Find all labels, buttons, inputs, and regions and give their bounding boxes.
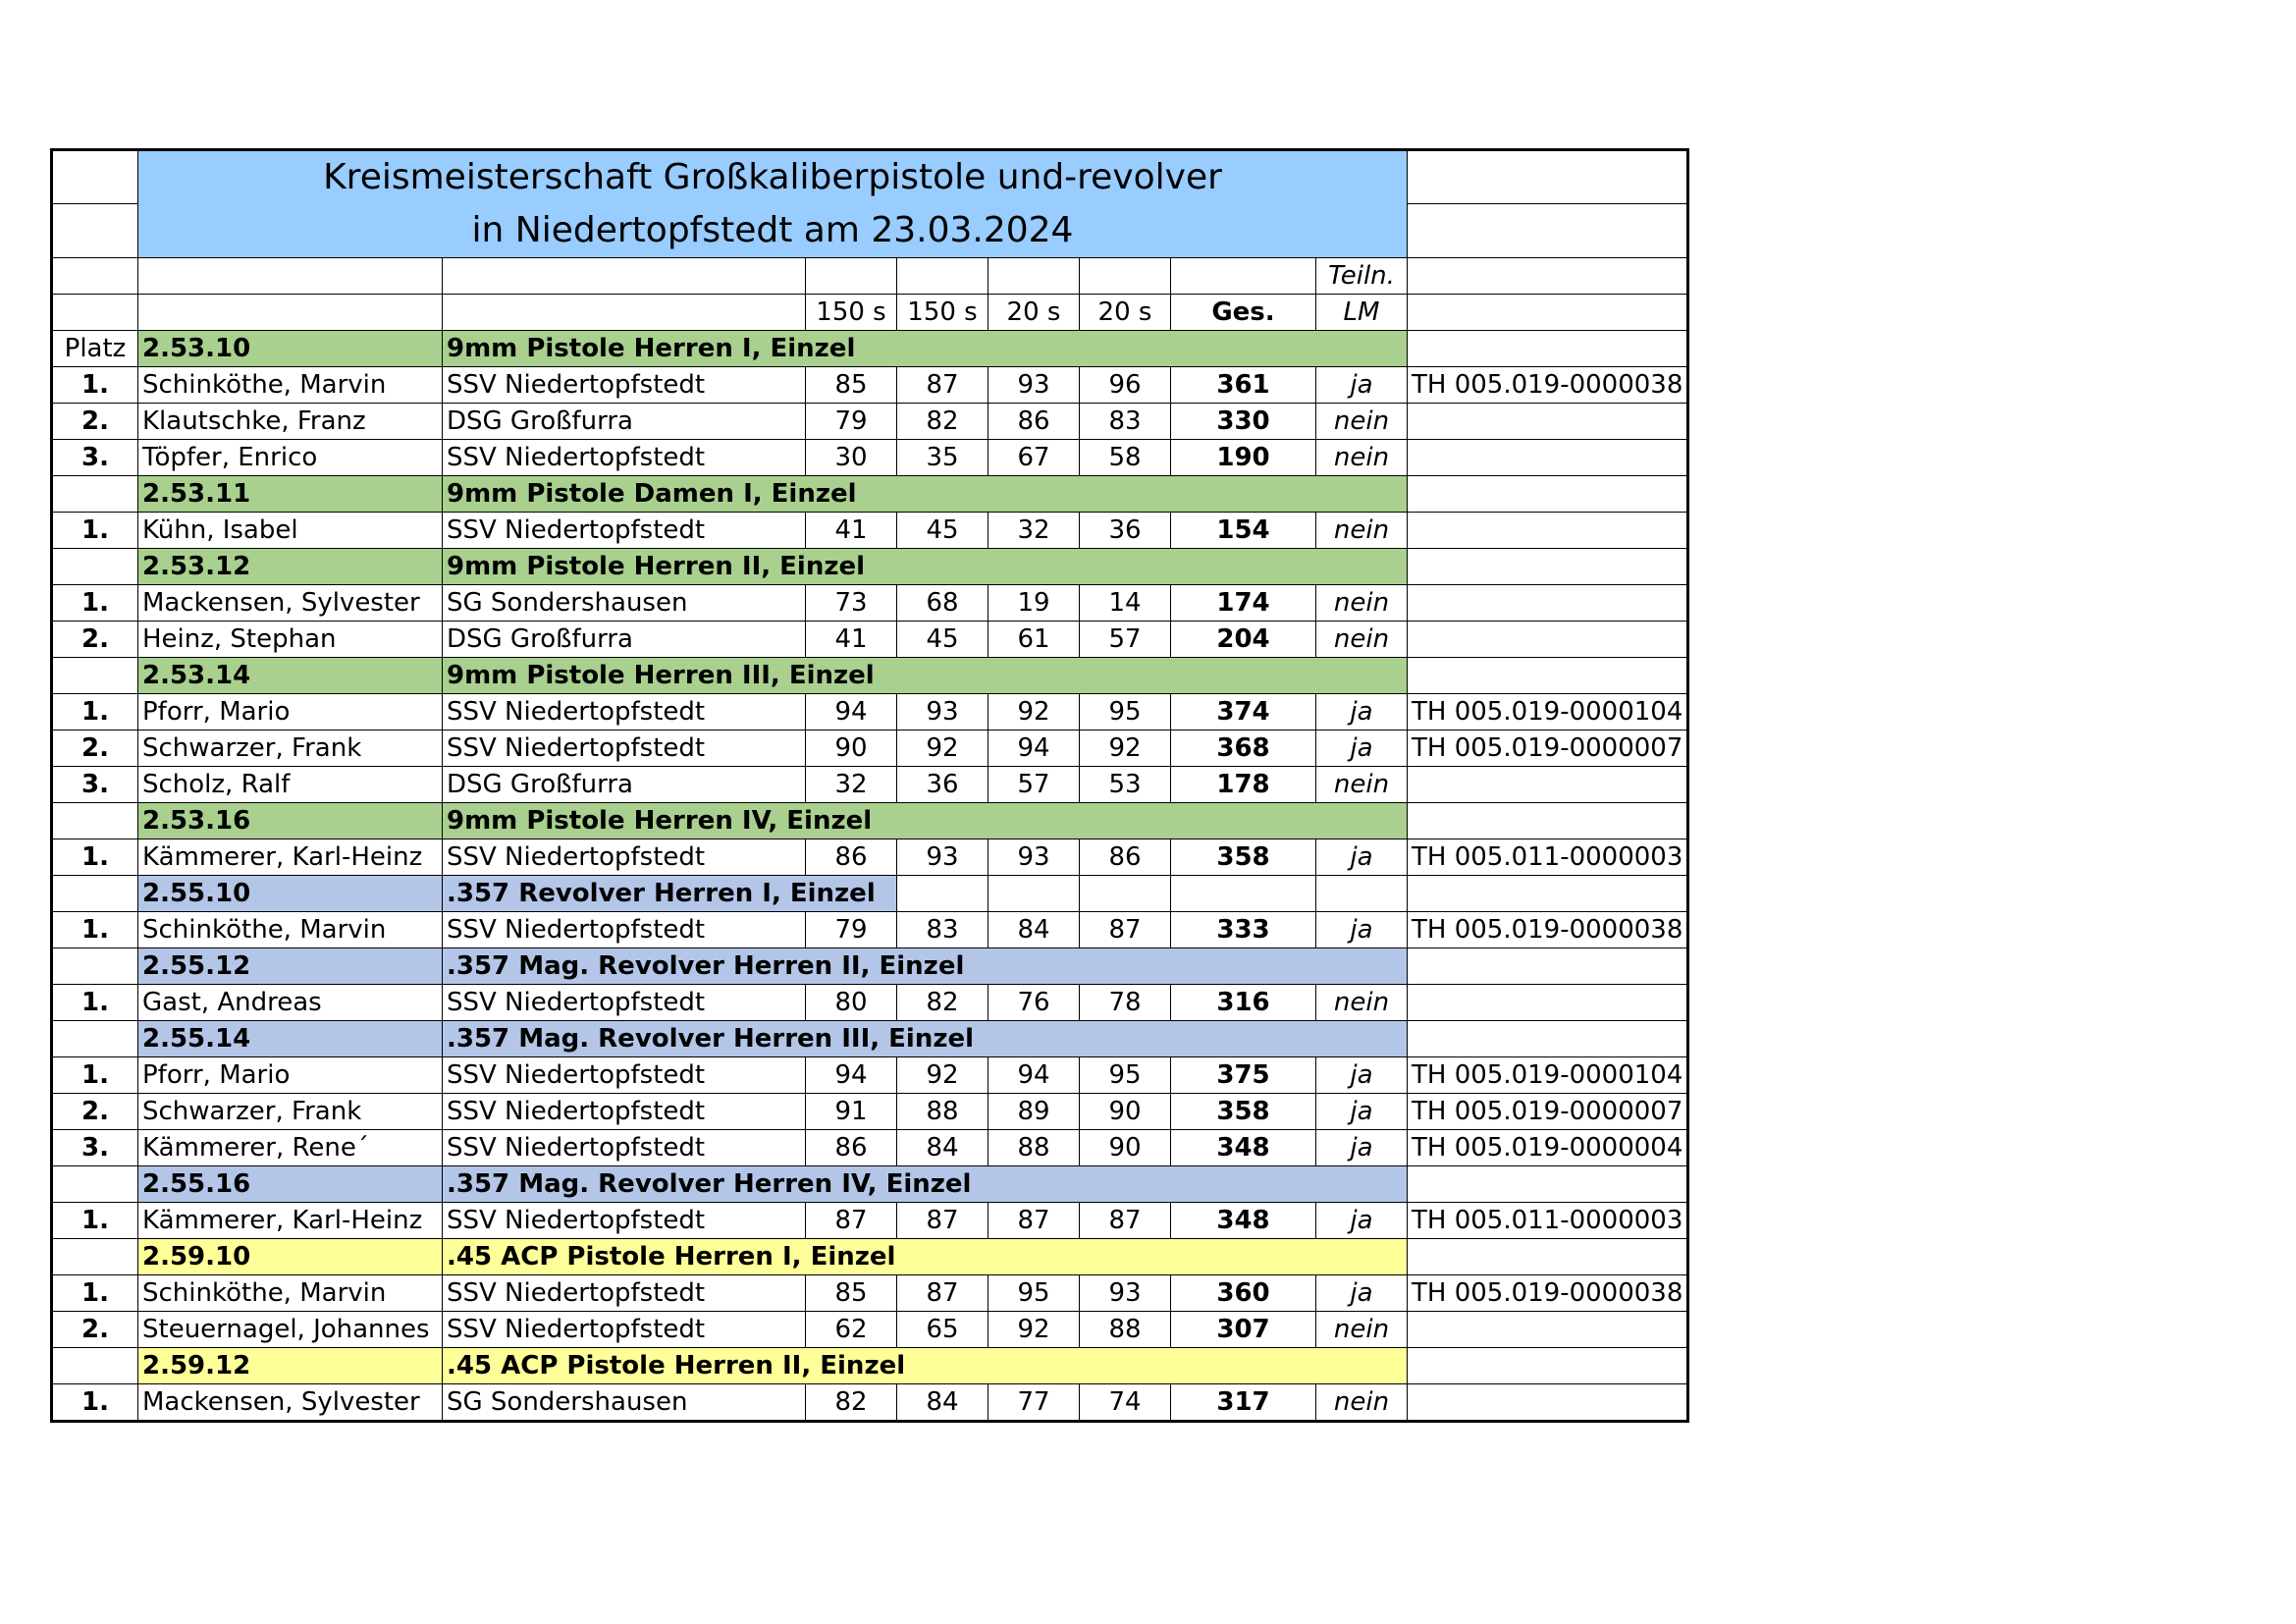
header-lm: LM bbox=[1316, 295, 1408, 331]
series-4-score: 87 bbox=[1080, 912, 1171, 948]
blank-cell bbox=[988, 876, 1080, 912]
place-cell: 1. bbox=[52, 985, 138, 1021]
series-2-score: 45 bbox=[897, 513, 988, 549]
table-row bbox=[52, 622, 1688, 658]
shooter-name: Kämmerer, Karl-Heinz bbox=[138, 839, 443, 876]
lm-participation: ja bbox=[1316, 1203, 1408, 1239]
series-3-score: 89 bbox=[988, 1094, 1080, 1130]
total-score: 348 bbox=[1171, 1203, 1316, 1239]
platz-label bbox=[52, 658, 138, 694]
blank-cell bbox=[1408, 803, 1688, 839]
shooter-name: Kämmerer, Karl-Heinz bbox=[138, 1203, 443, 1239]
series-3-score: 87 bbox=[988, 1203, 1080, 1239]
club-name: SSV Niedertopfstedt bbox=[443, 513, 806, 549]
club-name: SSV Niedertopfstedt bbox=[443, 1275, 806, 1312]
shooter-name: Scholz, Ralf bbox=[138, 767, 443, 803]
total-score: 307 bbox=[1171, 1312, 1316, 1348]
series-1-score: 85 bbox=[806, 367, 897, 404]
series-2-score: 82 bbox=[897, 404, 988, 440]
platz-label bbox=[52, 1166, 138, 1203]
results-table-body bbox=[52, 150, 1688, 1422]
lm-participation: nein bbox=[1316, 440, 1408, 476]
blank-cell bbox=[1408, 948, 1688, 985]
shooter-name: Pforr, Mario bbox=[138, 694, 443, 731]
series-1-score: 30 bbox=[806, 440, 897, 476]
lm-participation: nein bbox=[1316, 622, 1408, 658]
section-header-row bbox=[52, 803, 1688, 839]
series-3-score: 86 bbox=[988, 404, 1080, 440]
series-1-score: 62 bbox=[806, 1312, 897, 1348]
series-1-score: 41 bbox=[806, 513, 897, 549]
platz-label bbox=[52, 876, 138, 912]
club-name: SSV Niedertopfstedt bbox=[443, 694, 806, 731]
section-title: 9mm Pistole Damen I, Einzel bbox=[443, 476, 1408, 513]
series-2-score: 92 bbox=[897, 731, 988, 767]
table-row bbox=[52, 1094, 1688, 1130]
shooter-name: Mackensen, Sylvester bbox=[138, 1384, 443, 1422]
title-blank-cell bbox=[1408, 204, 1688, 258]
shooter-name: Steuernagel, Johannes bbox=[138, 1312, 443, 1348]
series-3-score: 88 bbox=[988, 1130, 1080, 1166]
series-4-score: 92 bbox=[1080, 731, 1171, 767]
blank-cell bbox=[1408, 1239, 1688, 1275]
series-2-score: 88 bbox=[897, 1094, 988, 1130]
license-id bbox=[1408, 404, 1688, 440]
total-score: 348 bbox=[1171, 1130, 1316, 1166]
total-score: 360 bbox=[1171, 1275, 1316, 1312]
series-3-score: 61 bbox=[988, 622, 1080, 658]
title-line-2: in Niedertopfstedt am 23.03.2024 bbox=[138, 204, 1408, 258]
club-name: DSG Großfurra bbox=[443, 404, 806, 440]
series-3-score: 67 bbox=[988, 440, 1080, 476]
total-score: 361 bbox=[1171, 367, 1316, 404]
series-1-score: 79 bbox=[806, 404, 897, 440]
table-row bbox=[52, 1384, 1688, 1422]
platz-label: Platz bbox=[52, 331, 138, 367]
club-name: DSG Großfurra bbox=[443, 622, 806, 658]
club-name: DSG Großfurra bbox=[443, 767, 806, 803]
shooter-name: Pforr, Mario bbox=[138, 1057, 443, 1094]
total-score: 358 bbox=[1171, 839, 1316, 876]
series-1-score: 80 bbox=[806, 985, 897, 1021]
section-header-row bbox=[52, 1166, 1688, 1203]
lm-participation: nein bbox=[1316, 404, 1408, 440]
shooter-name: Schwarzer, Frank bbox=[138, 1094, 443, 1130]
series-4-score: 57 bbox=[1080, 622, 1171, 658]
series-3-score: 92 bbox=[988, 694, 1080, 731]
section-title: .45 ACP Pistole Herren II, Einzel bbox=[443, 1348, 1408, 1384]
place-cell: 1. bbox=[52, 1057, 138, 1094]
table-row bbox=[52, 367, 1688, 404]
series-4-score: 93 bbox=[1080, 1275, 1171, 1312]
lm-participation: ja bbox=[1316, 1057, 1408, 1094]
series-2-score: 68 bbox=[897, 585, 988, 622]
series-4-score: 90 bbox=[1080, 1130, 1171, 1166]
series-4-score: 88 bbox=[1080, 1312, 1171, 1348]
table-row bbox=[52, 731, 1688, 767]
series-4-score: 14 bbox=[1080, 585, 1171, 622]
table-row bbox=[52, 985, 1688, 1021]
blank-cell bbox=[1408, 1021, 1688, 1057]
section-code: 2.55.12 bbox=[138, 948, 443, 985]
place-cell: 3. bbox=[52, 440, 138, 476]
series-4-score: 96 bbox=[1080, 367, 1171, 404]
header-teiln: Teiln. bbox=[1316, 258, 1408, 295]
series-1-score: 94 bbox=[806, 1057, 897, 1094]
table-row bbox=[52, 1275, 1688, 1312]
platz-label bbox=[52, 549, 138, 585]
total-score: 178 bbox=[1171, 767, 1316, 803]
section-title: .357 Revolver Herren I, Einzel bbox=[443, 876, 897, 912]
lm-participation: ja bbox=[1316, 839, 1408, 876]
club-name: SSV Niedertopfstedt bbox=[443, 1094, 806, 1130]
place-cell: 3. bbox=[52, 767, 138, 803]
section-code: 2.55.10 bbox=[138, 876, 443, 912]
series-3-score: 32 bbox=[988, 513, 1080, 549]
club-name: SSV Niedertopfstedt bbox=[443, 440, 806, 476]
club-name: SG Sondershausen bbox=[443, 585, 806, 622]
table-row bbox=[52, 839, 1688, 876]
series-3-score: 92 bbox=[988, 1312, 1080, 1348]
section-header-row bbox=[52, 549, 1688, 585]
series-2-score: 93 bbox=[897, 694, 988, 731]
series-4-score: 58 bbox=[1080, 440, 1171, 476]
section-header-row bbox=[52, 331, 1688, 367]
section-code: 2.53.11 bbox=[138, 476, 443, 513]
club-name: SSV Niedertopfstedt bbox=[443, 912, 806, 948]
place-cell: 2. bbox=[52, 404, 138, 440]
blank-cell bbox=[1408, 1166, 1688, 1203]
table-row bbox=[52, 1203, 1688, 1239]
table-row bbox=[52, 912, 1688, 948]
shooter-name: Töpfer, Enrico bbox=[138, 440, 443, 476]
shooter-name: Schinköthe, Marvin bbox=[138, 367, 443, 404]
series-2-score: 87 bbox=[897, 367, 988, 404]
series-1-score: 94 bbox=[806, 694, 897, 731]
title-row-1 bbox=[52, 150, 1688, 204]
total-score: 374 bbox=[1171, 694, 1316, 731]
place-cell: 1. bbox=[52, 912, 138, 948]
series-3-score: 57 bbox=[988, 767, 1080, 803]
section-code: 2.55.14 bbox=[138, 1021, 443, 1057]
club-name: SG Sondershausen bbox=[443, 1384, 806, 1422]
license-id: TH 005.019-0000038 bbox=[1408, 912, 1688, 948]
total-score: 317 bbox=[1171, 1384, 1316, 1422]
lm-participation: nein bbox=[1316, 1312, 1408, 1348]
header-series-1: 150 s bbox=[806, 295, 897, 331]
section-header-row bbox=[52, 476, 1688, 513]
series-1-score: 32 bbox=[806, 767, 897, 803]
platz-label bbox=[52, 1348, 138, 1384]
table-row bbox=[52, 767, 1688, 803]
section-code: 2.53.14 bbox=[138, 658, 443, 694]
series-2-score: 84 bbox=[897, 1384, 988, 1422]
series-4-score: 78 bbox=[1080, 985, 1171, 1021]
blank-cell bbox=[1408, 658, 1688, 694]
club-name: SSV Niedertopfstedt bbox=[443, 1312, 806, 1348]
place-cell: 1. bbox=[52, 1275, 138, 1312]
place-cell: 2. bbox=[52, 622, 138, 658]
section-title: 9mm Pistole Herren II, Einzel bbox=[443, 549, 1408, 585]
series-4-score: 74 bbox=[1080, 1384, 1171, 1422]
license-id bbox=[1408, 440, 1688, 476]
shooter-name: Kämmerer, Rene´ bbox=[138, 1130, 443, 1166]
header-series-4: 20 s bbox=[1080, 295, 1171, 331]
title-blank-cell bbox=[1408, 150, 1688, 204]
club-name: SSV Niedertopfstedt bbox=[443, 985, 806, 1021]
license-id bbox=[1408, 767, 1688, 803]
club-name: SSV Niedertopfstedt bbox=[443, 1057, 806, 1094]
license-id bbox=[1408, 585, 1688, 622]
series-4-score: 95 bbox=[1080, 694, 1171, 731]
place-cell: 1. bbox=[52, 839, 138, 876]
header-series-3: 20 s bbox=[988, 295, 1080, 331]
title-row-2 bbox=[52, 204, 1688, 258]
table-row bbox=[52, 694, 1688, 731]
series-2-score: 36 bbox=[897, 767, 988, 803]
blank-cell bbox=[1408, 1348, 1688, 1384]
section-title: 9mm Pistole Herren IV, Einzel bbox=[443, 803, 1408, 839]
lm-participation: ja bbox=[1316, 367, 1408, 404]
section-title: .357 Mag. Revolver Herren III, Einzel bbox=[443, 1021, 1408, 1057]
table-row bbox=[52, 1130, 1688, 1166]
series-3-score: 93 bbox=[988, 839, 1080, 876]
blank-cell bbox=[1408, 876, 1688, 912]
section-header-row bbox=[52, 1239, 1688, 1275]
place-cell: 1. bbox=[52, 694, 138, 731]
series-3-score: 94 bbox=[988, 1057, 1080, 1094]
header-total: Ges. bbox=[1171, 295, 1316, 331]
series-1-score: 87 bbox=[806, 1203, 897, 1239]
series-2-score: 93 bbox=[897, 839, 988, 876]
lm-participation: nein bbox=[1316, 1384, 1408, 1422]
header-series-2: 150 s bbox=[897, 295, 988, 331]
section-title: .357 Mag. Revolver Herren II, Einzel bbox=[443, 948, 1408, 985]
total-score: 174 bbox=[1171, 585, 1316, 622]
club-name: SSV Niedertopfstedt bbox=[443, 1203, 806, 1239]
series-3-score: 84 bbox=[988, 912, 1080, 948]
table-row bbox=[52, 585, 1688, 622]
series-4-score: 53 bbox=[1080, 767, 1171, 803]
lm-participation: nein bbox=[1316, 513, 1408, 549]
total-score: 190 bbox=[1171, 440, 1316, 476]
header-row-2 bbox=[52, 295, 1688, 331]
section-title: 9mm Pistole Herren I, Einzel bbox=[443, 331, 1408, 367]
series-3-score: 94 bbox=[988, 731, 1080, 767]
section-title: 9mm Pistole Herren III, Einzel bbox=[443, 658, 1408, 694]
series-3-score: 19 bbox=[988, 585, 1080, 622]
shooter-name: Schinköthe, Marvin bbox=[138, 1275, 443, 1312]
series-2-score: 35 bbox=[897, 440, 988, 476]
place-cell: 3. bbox=[52, 1130, 138, 1166]
place-cell: 2. bbox=[52, 1312, 138, 1348]
series-4-score: 87 bbox=[1080, 1203, 1171, 1239]
license-id: TH 005.011-0000003 bbox=[1408, 839, 1688, 876]
lm-participation: ja bbox=[1316, 731, 1408, 767]
place-cell: 2. bbox=[52, 1094, 138, 1130]
blank-cell bbox=[1408, 476, 1688, 513]
shooter-name: Schinköthe, Marvin bbox=[138, 912, 443, 948]
series-2-score: 82 bbox=[897, 985, 988, 1021]
section-header-row bbox=[52, 1021, 1688, 1057]
table-row bbox=[52, 404, 1688, 440]
shooter-name: Mackensen, Sylvester bbox=[138, 585, 443, 622]
total-score: 368 bbox=[1171, 731, 1316, 767]
table-row bbox=[52, 513, 1688, 549]
results-table bbox=[50, 148, 1689, 1423]
lm-participation: ja bbox=[1316, 912, 1408, 948]
series-2-score: 87 bbox=[897, 1275, 988, 1312]
shooter-name: Schwarzer, Frank bbox=[138, 731, 443, 767]
platz-label bbox=[52, 948, 138, 985]
lm-participation: ja bbox=[1316, 1130, 1408, 1166]
total-score: 316 bbox=[1171, 985, 1316, 1021]
series-1-score: 86 bbox=[806, 839, 897, 876]
lm-participation: nein bbox=[1316, 985, 1408, 1021]
place-cell: 1. bbox=[52, 1384, 138, 1422]
series-3-score: 93 bbox=[988, 367, 1080, 404]
license-id: TH 005.019-0000038 bbox=[1408, 1275, 1688, 1312]
series-1-score: 85 bbox=[806, 1275, 897, 1312]
series-3-score: 95 bbox=[988, 1275, 1080, 1312]
blank-cell bbox=[1316, 876, 1408, 912]
lm-participation: ja bbox=[1316, 1275, 1408, 1312]
license-id bbox=[1408, 622, 1688, 658]
series-2-score: 84 bbox=[897, 1130, 988, 1166]
lm-participation: nein bbox=[1316, 585, 1408, 622]
platz-label bbox=[52, 803, 138, 839]
club-name: SSV Niedertopfstedt bbox=[443, 367, 806, 404]
license-id: TH 005.019-0000104 bbox=[1408, 694, 1688, 731]
series-1-score: 73 bbox=[806, 585, 897, 622]
series-2-score: 83 bbox=[897, 912, 988, 948]
license-id bbox=[1408, 985, 1688, 1021]
club-name: SSV Niedertopfstedt bbox=[443, 731, 806, 767]
total-score: 330 bbox=[1171, 404, 1316, 440]
series-4-score: 36 bbox=[1080, 513, 1171, 549]
blank-cell bbox=[1408, 331, 1688, 367]
shooter-name: Gast, Andreas bbox=[138, 985, 443, 1021]
total-score: 333 bbox=[1171, 912, 1316, 948]
club-name: SSV Niedertopfstedt bbox=[443, 1130, 806, 1166]
platz-label bbox=[52, 476, 138, 513]
header-row-1 bbox=[52, 258, 1688, 295]
shooter-name: Klautschke, Franz bbox=[138, 404, 443, 440]
place-cell: 2. bbox=[52, 731, 138, 767]
series-4-score: 90 bbox=[1080, 1094, 1171, 1130]
series-3-score: 77 bbox=[988, 1384, 1080, 1422]
section-code: 2.53.16 bbox=[138, 803, 443, 839]
series-1-score: 82 bbox=[806, 1384, 897, 1422]
club-name: SSV Niedertopfstedt bbox=[443, 839, 806, 876]
series-1-score: 90 bbox=[806, 731, 897, 767]
series-2-score: 92 bbox=[897, 1057, 988, 1094]
place-cell: 1. bbox=[52, 513, 138, 549]
license-id bbox=[1408, 513, 1688, 549]
platz-label bbox=[52, 1239, 138, 1275]
section-code: 2.59.10 bbox=[138, 1239, 443, 1275]
blank-cell bbox=[897, 876, 988, 912]
blank-cell bbox=[1080, 876, 1171, 912]
license-id: TH 005.019-0000007 bbox=[1408, 1094, 1688, 1130]
platz-label bbox=[52, 1021, 138, 1057]
lm-participation: ja bbox=[1316, 694, 1408, 731]
license-id bbox=[1408, 1384, 1688, 1422]
section-code: 2.53.12 bbox=[138, 549, 443, 585]
license-id bbox=[1408, 1312, 1688, 1348]
section-title: .357 Mag. Revolver Herren IV, Einzel bbox=[443, 1166, 1408, 1203]
series-4-score: 86 bbox=[1080, 839, 1171, 876]
series-1-score: 79 bbox=[806, 912, 897, 948]
section-header-row bbox=[52, 948, 1688, 985]
lm-participation: ja bbox=[1316, 1094, 1408, 1130]
section-code: 2.55.16 bbox=[138, 1166, 443, 1203]
blank-cell bbox=[1171, 876, 1316, 912]
series-2-score: 87 bbox=[897, 1203, 988, 1239]
section-code: 2.53.10 bbox=[138, 331, 443, 367]
license-id: TH 005.011-0000003 bbox=[1408, 1203, 1688, 1239]
place-cell: 1. bbox=[52, 1203, 138, 1239]
series-4-score: 95 bbox=[1080, 1057, 1171, 1094]
table-row bbox=[52, 1312, 1688, 1348]
section-header-row bbox=[52, 876, 1688, 912]
shooter-name: Heinz, Stephan bbox=[138, 622, 443, 658]
table-row bbox=[52, 440, 1688, 476]
title-line-1: Kreismeisterschaft Großkaliberpistole und-revolver bbox=[138, 150, 1408, 204]
total-score: 204 bbox=[1171, 622, 1316, 658]
total-score: 154 bbox=[1171, 513, 1316, 549]
license-id: TH 005.019-0000004 bbox=[1408, 1130, 1688, 1166]
section-header-row bbox=[52, 658, 1688, 694]
series-1-score: 86 bbox=[806, 1130, 897, 1166]
series-1-score: 91 bbox=[806, 1094, 897, 1130]
license-id: TH 005.019-0000007 bbox=[1408, 731, 1688, 767]
series-1-score: 41 bbox=[806, 622, 897, 658]
place-cell: 1. bbox=[52, 585, 138, 622]
section-header-row bbox=[52, 1348, 1688, 1384]
lm-participation: nein bbox=[1316, 767, 1408, 803]
shooter-name: Kühn, Isabel bbox=[138, 513, 443, 549]
series-2-score: 65 bbox=[897, 1312, 988, 1348]
blank-cell bbox=[1408, 549, 1688, 585]
total-score: 358 bbox=[1171, 1094, 1316, 1130]
title-blank-cell bbox=[52, 204, 138, 258]
total-score: 375 bbox=[1171, 1057, 1316, 1094]
place-cell: 1. bbox=[52, 367, 138, 404]
section-title: .45 ACP Pistole Herren I, Einzel bbox=[443, 1239, 1408, 1275]
table-row bbox=[52, 1057, 1688, 1094]
section-code: 2.59.12 bbox=[138, 1348, 443, 1384]
license-id: TH 005.019-0000104 bbox=[1408, 1057, 1688, 1094]
series-4-score: 83 bbox=[1080, 404, 1171, 440]
series-3-score: 76 bbox=[988, 985, 1080, 1021]
series-2-score: 45 bbox=[897, 622, 988, 658]
title-blank-cell bbox=[52, 150, 138, 204]
license-id: TH 005.019-0000038 bbox=[1408, 367, 1688, 404]
